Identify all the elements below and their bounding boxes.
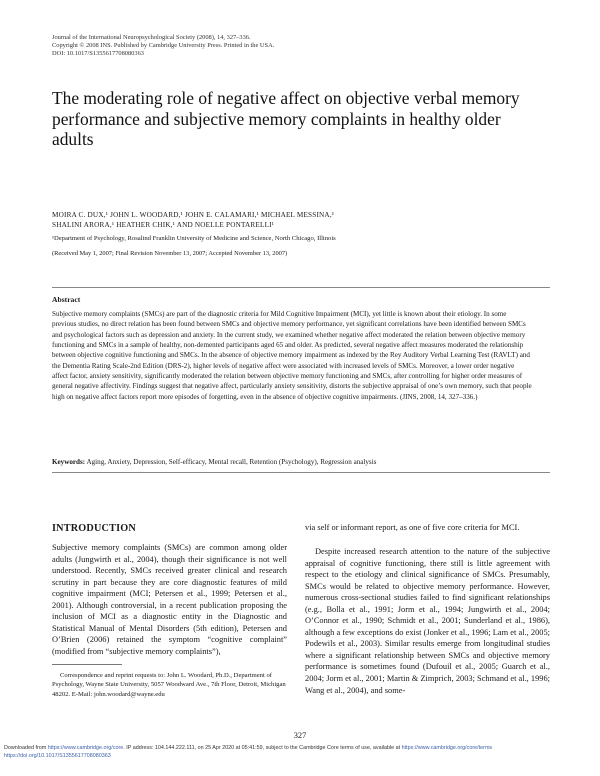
introduction-heading: INTRODUCTION [52, 523, 136, 534]
copyright-line: Copyright © 2008 INS. Published by Cambridge University Press. Printed in the USA. [52, 42, 275, 50]
journal-header [52, 34, 274, 59]
download-middle: . IP address: 104.144.222.111, on 25 Apr 2020 at 05:41:59, subject to the Cambridge Core terms of use, available at [123, 745, 402, 751]
keywords [52, 458, 550, 466]
affiliation: ¹Department of Psychology, Rosalind Franklin University of Medicine and Science, North Chicago, Illinois [52, 235, 336, 242]
download-notice [4, 744, 596, 761]
abstract-top-rule [52, 287, 550, 288]
abstract-bottom-rule [52, 472, 550, 473]
col2-paragraph-1: via self or informant report, as one of five core criteria for MCI. [305, 523, 520, 532]
authors-line-1: MOIRA C. DUX,¹ JOHN L. WOODARD,¹ JOHN E. CALAMARI,¹ MICHAEL MESSINA,¹ [52, 211, 335, 219]
doi-link[interactable]: https://doi.org/10.1017/S1355617708080363 [4, 753, 111, 760]
received-dates: (Received May 1, 2007; Final Revision November 13, 2007; Accepted November 13, 2007) [52, 250, 288, 257]
keywords-text: Aging, Anxiety, Depression, Self-efficacy, Mental recall, Retention (Psychology), Regression analysis [86, 458, 377, 466]
abstract-text: Subjective memory complaints (SMCs) are part of the diagnostic criteria for Mild Cognitive Impairment (MCI), yet little is known about their etiology. In some previous studies, no direct relation has been found between SMCs and objective memory performance, yet significant correlations have been identified between SMCs and psychological factors such as depression and anxiety. In the current study, we examined whether negative affect moderated the relation between objective memory functioning and SMCs in a sample of healthy, non-demented participants aged 65 and older. As predicted, several negative affect measures moderated the relationship between objective cognitive functioning and SMCs. In the absence of objective memory impairment as indexed by the Rey Auditory Verbal Learning Test (RAVLT) and the Dementia Rating Scale-2nd Edition (DRS-2), higher levels of negative affect were associated with increased levels of SMCs. Moreover, a lower order negative affect factor, anxiety sensitivity, significantly moderated the relation between objective memory functioning and SMCs, after controlling for higher order measures of general negative affectivity. Findings suggest that negative affect, particularly anxiety sensitivity, distorts the subjective appraisal of one’s own memory, such that people high on negative affect factors report more episodes of forgetting, even in the absence of objective cognitive impairments. (JINS, 2008, 14, 327–336.) [52, 310, 532, 401]
cambridge-core-link[interactable]: https://www.cambridge.org/core [47, 745, 124, 751]
correspondence-footnote: Correspondence and reprint requests to: John L. Woodard, Ph.D., Department of Psychology, Wayne State University, 5057 Woodward Ave., 7th Floor, Detroit, Michigan 48202. E-Mail: john.woodard@wayne.edu [52, 672, 286, 698]
footnote-rule [52, 664, 122, 665]
terms-link[interactable]: https://www.cambridge.org/core/terms [401, 745, 493, 751]
article-title: The moderating role of negative affect on objective verbal memory performance and subjective memory complaints in healthy older adults [52, 88, 520, 149]
page-number: 327 [293, 731, 307, 740]
intro-paragraph-1: Subjective memory complaints (SMCs) are common among older adults (Jungwirth et al., 2004), though their significance is not well understood. Recently, SMCs received greater clinical and research scrutiny in part because they are core diagnostic features of mild cognitive impairment (MCI; Petersen et al., 1999; Petersen et al., 2001). Although controversial, in a recent publication proposing the inclusion of MCI as a diagnostic entity in the Diagnostic and Statistical Manual of Mental Disorders (5th edition), Petersen and O’Brien (2006) retained the symptom “cognitive complaint” (modified from “subjective memory complaints”), [52, 543, 287, 656]
author-list [52, 210, 334, 231]
keywords-label: Keywords: [52, 458, 86, 466]
doi-line: DOI: 10.1017/S1355617708080363 [52, 50, 144, 58]
abstract-heading: Abstract [52, 295, 81, 304]
download-prefix: Downloaded from [4, 745, 48, 751]
col2-paragraph-2: Despite increased research attention to the nature of the subjective appraisal of cognitive functioning, there still is little agreement with respect to the etiology and clinical significance of SMCs. Presumably, SMCs would be related to objective memory performance. However, numerous cross-sectional studies failed to find significant relationships (e.g., Bolla et al., 1991; Jorm et al., 1994; Jungwirth et al., 2004; O’Connor et al., 1990; Schmidt et al., 2001; Sunderland et al., 1986), although a few exceptions do exist (Jonker et al., 1996; Lam et al., 2005; Podewils et al., 2003). Similar results emerge from longitudinal studies where a significant relationship between SMCs and objective memory performance is sometimes found (Dufouil et al., 2005; Guarch et al., 2004; Jorm et al., 2001; Martin & Zimprich, 2003; Schmand et al., 1996; Wang et al., 2004), and some- [305, 547, 550, 695]
journal-citation: Journal of the International Neuropsychological Society (2008), 14, 327–336. [52, 34, 251, 41]
authors-line-2: SHALINI ARORA,¹ HEATHER CHIK,¹ AND NOELLE PONTARELLI¹ [52, 221, 275, 230]
